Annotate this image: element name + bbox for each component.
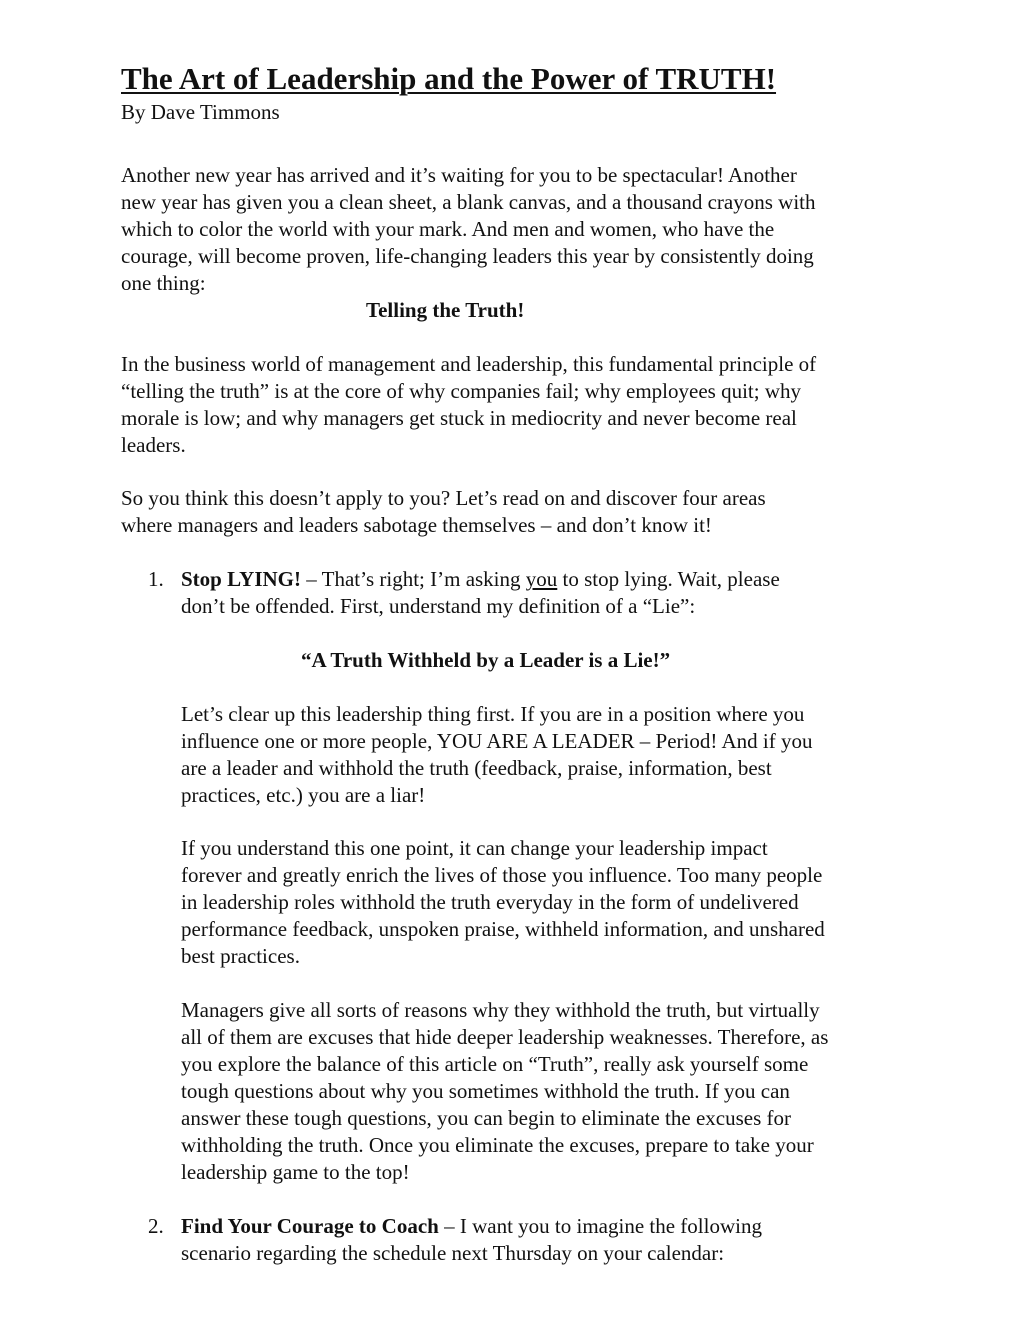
item1-p2-line: performance feedback, unspoken praise, withheld information, and unshared xyxy=(181,917,825,941)
article-title: The Art of Leadership and the Power of TRUTH! xyxy=(121,61,777,96)
so-line: So you think this doesn’t apply to you? Let’s read on and discover four areas xyxy=(121,486,766,510)
item1-p2-line: in leadership roles withhold the truth everyday in the form of undelivered xyxy=(181,890,799,914)
business-line: morale is low; and why managers get stuck in mediocrity and never become real xyxy=(121,406,797,430)
lie-definition-quote: “A Truth Withheld by a Leader is a Lie!” xyxy=(301,648,671,672)
item1-p3-line: leadership game to the top! xyxy=(181,1160,410,1184)
author-byline: By Dave Timmons xyxy=(121,100,280,124)
so-line: where managers and leaders sabotage themselves – and don’t know it! xyxy=(121,513,712,537)
intro-line: Another new year has arrived and it’s waiting for you to be spectacular! Another xyxy=(121,163,797,187)
item1-heading: Stop LYING! xyxy=(181,567,302,591)
item1-p3-line: Managers give all sorts of reasons why they withhold the truth, but virtually xyxy=(181,998,820,1022)
item2-text: – I want you to imagine the following xyxy=(438,1214,762,1238)
intro-line: courage, will become proven, life-changing leaders this year by consistently doing xyxy=(121,244,814,268)
item1-p3-line: tough questions about why you sometimes withhold the truth. If you can xyxy=(181,1079,790,1103)
item1-text-b: to stop lying. Wait, please xyxy=(557,567,780,591)
item1-emphasis-you: you xyxy=(525,567,558,591)
item1-p2-line: forever and greatly enrich the lives of those you influence. Too many people xyxy=(181,863,823,887)
intro-line: new year has given you a clean sheet, a blank canvas, and a thousand crayons with xyxy=(121,190,816,214)
intro-line: one thing: xyxy=(121,271,206,295)
list-number: 1. xyxy=(148,567,164,591)
item1-p3-line: answer these tough questions, you can begin to eliminate the excuses for xyxy=(181,1106,792,1130)
item1-p1-line: influence one or more people, YOU ARE A LEADER – Period! And if you xyxy=(181,729,813,753)
item1-line2: don’t be offended. First, understand my definition of a “Lie”: xyxy=(181,594,696,618)
intro-line: which to color the world with your mark. And men and women, who have the xyxy=(121,217,775,241)
item1-p1-line: are a leader and withhold the truth (feedback, praise, information, best xyxy=(181,756,772,780)
item2-line1 xyxy=(181,1213,762,1240)
business-line: “telling the truth” is at the core of why companies fail; why employees quit; why xyxy=(121,379,801,403)
item2-line2: scenario regarding the schedule next Thursday on your calendar: xyxy=(181,1241,725,1265)
item1-p2-line: best practices. xyxy=(181,944,300,968)
item1-p3-line: withholding the truth. Once you eliminate the excuses, prepare to take your xyxy=(181,1133,814,1157)
item2-heading: Find Your Courage to Coach xyxy=(181,1214,439,1238)
item1-text-a: – That’s right; I’m asking xyxy=(301,567,526,591)
item1-line1 xyxy=(181,566,780,593)
business-line: leaders. xyxy=(121,433,186,457)
item1-p3-line: you explore the balance of this article on “Truth”, really ask yourself some xyxy=(181,1052,809,1076)
business-line: In the business world of management and leadership, this fundamental principle of xyxy=(121,352,817,376)
item1-p1-line: practices, etc.) you are a liar! xyxy=(181,783,426,807)
list-number: 2. xyxy=(148,1214,164,1238)
telling-truth-heading: Telling the Truth! xyxy=(366,298,525,322)
item1-p2-line: If you understand this one point, it can change your leadership impact xyxy=(181,836,768,860)
item1-p1-line: Let’s clear up this leadership thing first. If you are in a position where you xyxy=(181,702,805,726)
item1-p3-line: all of them are excuses that hide deeper leadership weaknesses. Therefore, as xyxy=(181,1025,829,1049)
